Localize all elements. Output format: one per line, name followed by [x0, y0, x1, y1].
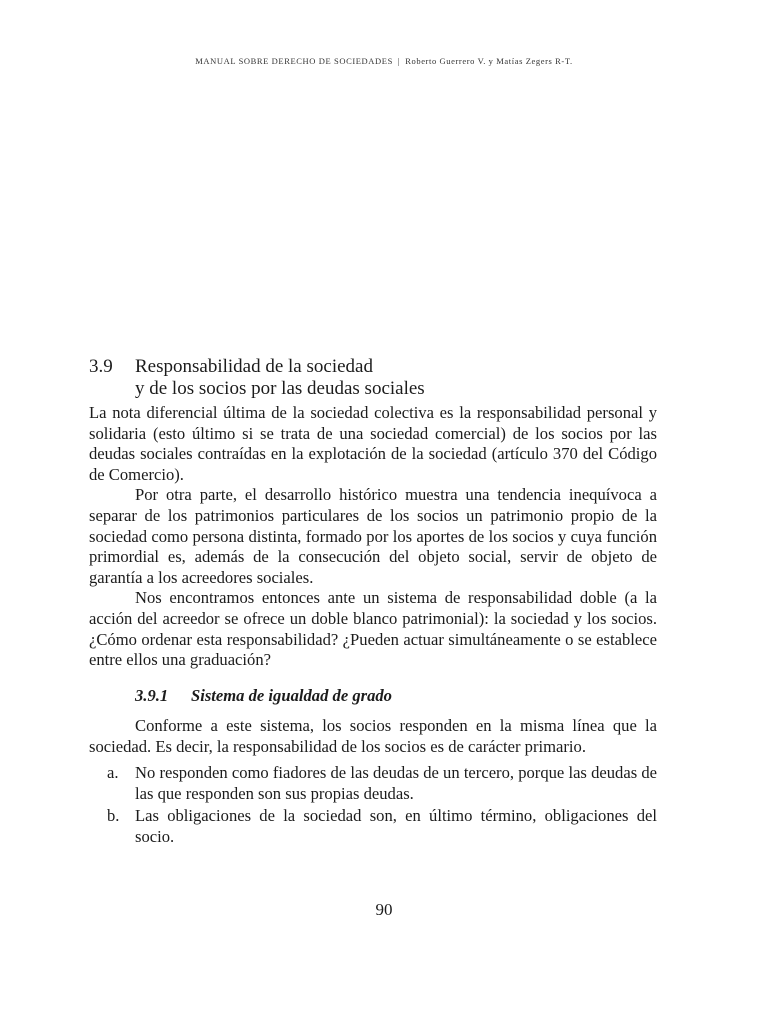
section-body — [89, 403, 657, 671]
subsection-number: 3.9.1 — [135, 686, 169, 705]
subsection-heading — [135, 686, 392, 706]
section-title-line1: Responsabilidad de la sociedad — [135, 356, 373, 377]
subsection-paragraph: Conforme a este sistema, los socios responden en la misma línea que la sociedad. Es decir, la responsabilidad de los socios es de carácter primario. — [89, 716, 657, 756]
section-title-line2: y de los socios por las deudas sociales — [135, 378, 425, 399]
header-book-title: MANUAL SOBRE DERECHO DE SOCIEDADES — [195, 56, 393, 66]
section-heading — [89, 356, 669, 400]
section-paragraph-2: Por otra parte, el desarrollo histórico muestra una tendencia inequívoca a separar de los patrimonios particulares de los socios un patrimonio propio de la sociedad como persona distinta, formado por los aportes de los socios y cuya función primordial es, además de la consecución del objeto social, servir de objeto de garantía a los acreedores sociales. — [89, 485, 657, 587]
page-number: 90 — [375, 900, 393, 919]
section-number: 3.9 — [89, 356, 113, 377]
section-paragraph-3: Nos encontramos entonces ante un sistema de responsabilidad doble (a la acción del acreedor se ofrece un doble blanco patrimonial): la sociedad y los socios. ¿Cómo ordenar esta responsabilidad? ¿Pueden actuar simultáneamente o se establece entre ellos una graduación? — [89, 588, 657, 670]
list-item — [89, 806, 657, 847]
list-item — [89, 763, 657, 804]
header-separator: | — [397, 56, 401, 66]
list-item-text: No responden como fiadores de las deudas de un tercero, porque las deudas de las que responden son sus propias deudas. — [135, 763, 657, 803]
list-item-marker: b. — [107, 806, 120, 826]
list-item-text: Las obligaciones de la sociedad son, en último término, obligaciones del socio. — [135, 806, 657, 846]
list-item-marker: a. — [107, 763, 119, 782]
subsection-list — [89, 763, 657, 849]
subsection-body — [89, 716, 657, 757]
running-header — [0, 56, 768, 66]
subsection-title: Sistema de igualdad de grado — [191, 686, 392, 705]
header-authors: Roberto Guerrero V. y Matías Zegers R-T. — [405, 56, 573, 66]
section-paragraph-1: La nota diferencial última de la sociedad colectiva es la responsabilidad personal y solidaria (esto último si se trata de una sociedad comercial) de los socios por las deudas sociales contraídas en la explotación de la sociedad (artículo 370 del Código de Comercio). — [89, 403, 657, 484]
